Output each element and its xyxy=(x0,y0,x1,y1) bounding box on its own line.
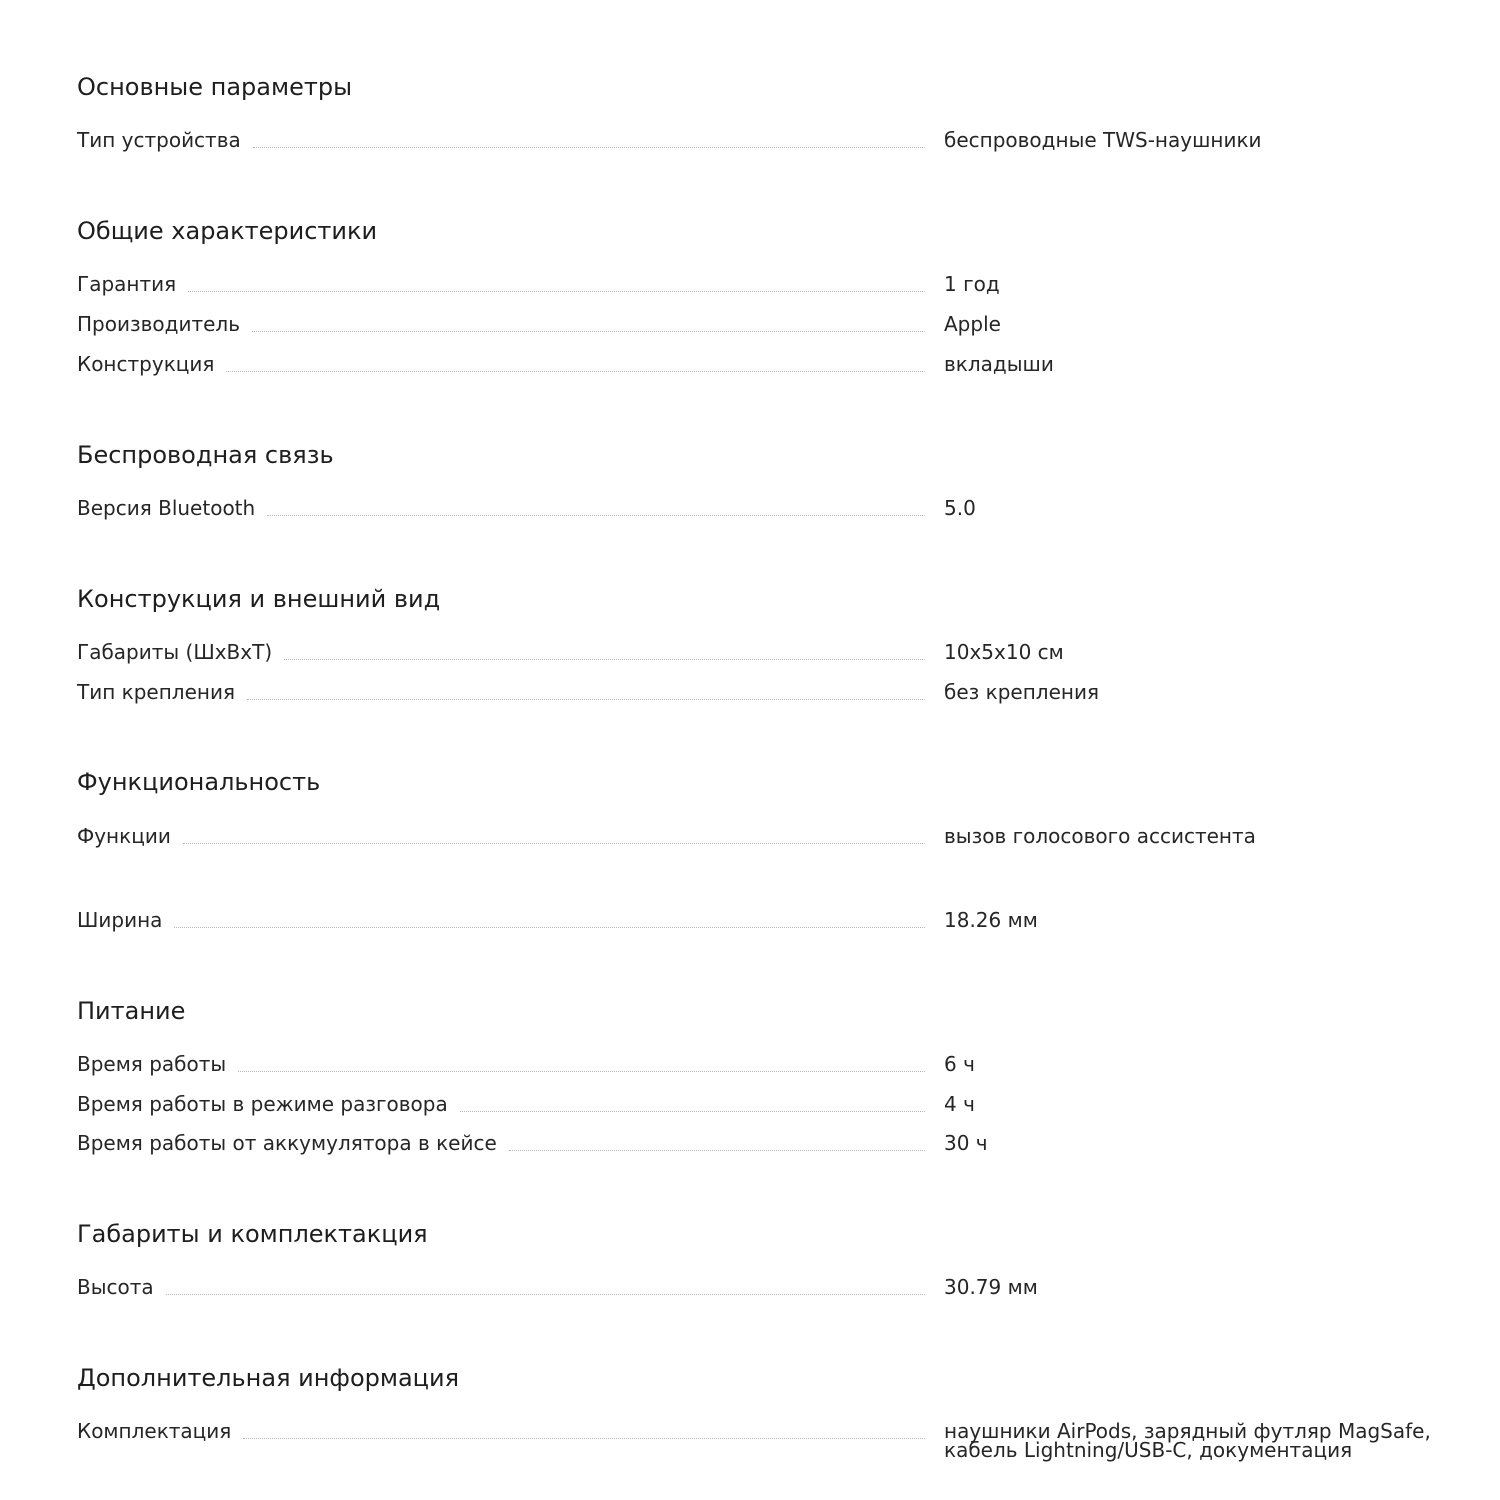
spec-row xyxy=(77,271,1457,297)
dotted-leader xyxy=(238,1071,925,1072)
dotted-leader xyxy=(460,1111,925,1112)
dotted-leader xyxy=(226,371,925,372)
spec-row xyxy=(77,351,1457,377)
section-title-power: Питание xyxy=(77,997,186,1025)
spec-value: Apple xyxy=(944,312,1001,336)
spec-row xyxy=(77,907,1457,933)
spec-label: Тип устройства xyxy=(77,128,241,152)
spec-value: вызов голосового ассистента xyxy=(944,824,1256,848)
spec-row xyxy=(77,127,1457,153)
section-title-general: Общие характеристики xyxy=(77,217,378,245)
dotted-leader xyxy=(267,515,925,516)
spec-row xyxy=(77,679,1457,705)
spec-row xyxy=(77,1091,1457,1117)
spec-value: 30 ч xyxy=(944,1131,988,1155)
dotted-leader xyxy=(174,927,925,928)
spec-label: Тип крепления xyxy=(77,680,235,704)
spec-row xyxy=(77,1051,1457,1077)
dotted-leader xyxy=(243,1438,925,1439)
spec-row xyxy=(77,1274,1457,1300)
section-title-basic: Основные параметры xyxy=(77,73,353,101)
dotted-leader xyxy=(284,659,925,660)
dotted-leader xyxy=(166,1294,925,1295)
spec-value: 30.79 мм xyxy=(944,1275,1038,1299)
spec-row xyxy=(77,1418,1457,1462)
spec-value: наушники AirPods, зарядный футляр MagSafe, кабель Lightning/USB-C, документация xyxy=(944,1419,1431,1462)
spec-value: 6 ч xyxy=(944,1052,975,1076)
spec-value: без крепления xyxy=(944,680,1099,704)
section-title-design: Конструкция и внешний вид xyxy=(77,585,441,613)
spec-label: Комплектация xyxy=(77,1419,232,1443)
spec-value: 4 ч xyxy=(944,1092,975,1116)
spec-value: 18.26 мм xyxy=(944,908,1038,932)
spec-label: Время работы xyxy=(77,1052,227,1076)
dotted-leader xyxy=(253,147,925,148)
spec-value: 1 год xyxy=(944,272,1000,296)
spec-value: беспроводные TWS-наушники xyxy=(944,128,1262,152)
section-title-dimensions: Габариты и комплектакция xyxy=(77,1220,428,1248)
section-title-functionality: Функциональность xyxy=(77,768,321,796)
spec-value: 10x5x10 см xyxy=(944,640,1064,664)
spec-row xyxy=(77,311,1457,337)
spec-label: Производитель xyxy=(77,312,240,336)
dotted-leader xyxy=(183,843,925,844)
spec-label: Ширина xyxy=(77,908,163,932)
spec-value: 5.0 xyxy=(944,496,976,520)
dotted-leader xyxy=(188,291,925,292)
dotted-leader xyxy=(247,699,925,700)
spec-row xyxy=(77,639,1457,665)
spec-label: Габариты (ШxВxТ) xyxy=(77,640,273,664)
section-title-additional: Дополнительная информация xyxy=(77,1364,460,1392)
spec-label: Конструкция xyxy=(77,352,215,376)
spec-value: вкладыши xyxy=(944,352,1054,376)
section-title-wireless: Беспроводная связь xyxy=(77,441,334,469)
dotted-leader xyxy=(252,331,925,332)
dotted-leader xyxy=(509,1150,925,1151)
spec-label: Время работы в режиме разговора xyxy=(77,1092,448,1116)
spec-label: Высота xyxy=(77,1275,154,1299)
spec-label: Гарантия xyxy=(77,272,177,296)
spec-label: Версия Bluetooth xyxy=(77,496,256,520)
spec-label: Функции xyxy=(77,824,171,848)
spec-label: Время работы от аккумулятора в кейсе xyxy=(77,1131,497,1155)
spec-row xyxy=(77,1130,1457,1156)
spec-row xyxy=(77,495,1457,521)
spec-row xyxy=(77,823,1457,849)
